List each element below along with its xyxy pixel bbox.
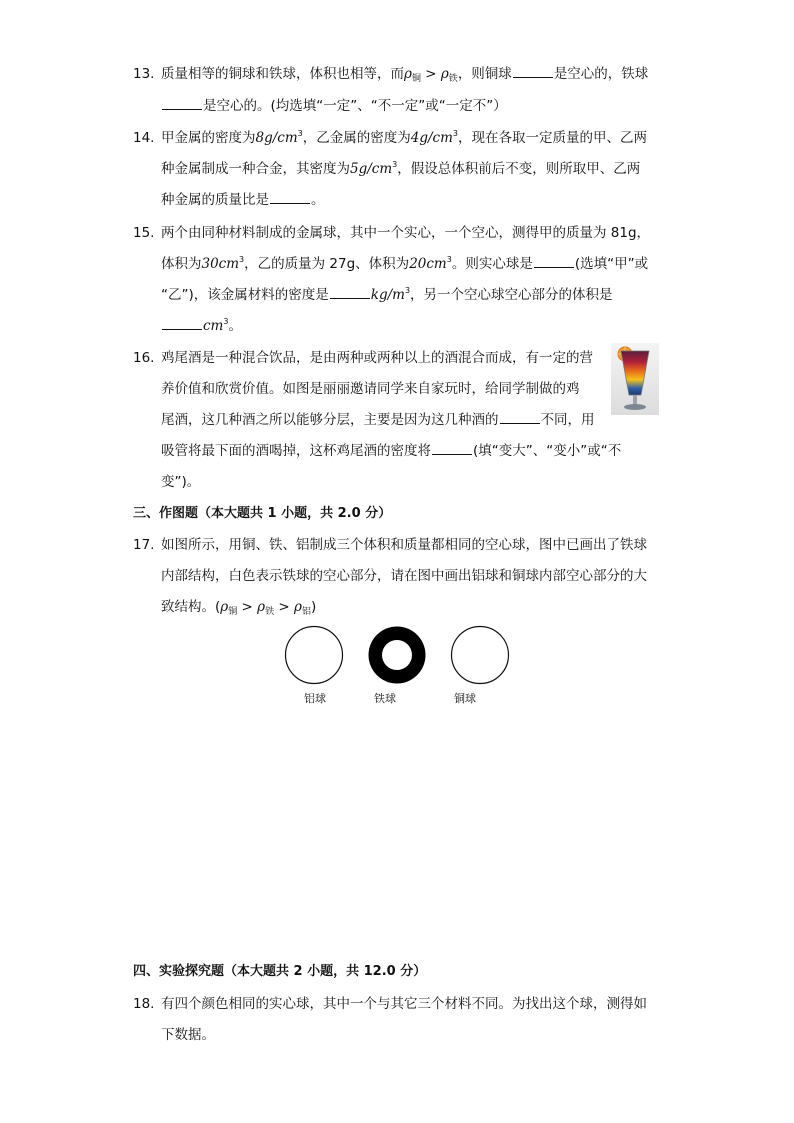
question-17-line-3: 致结构。$(\rho_铜 > \rho_铁 > \rho_铝)$ bbox=[161, 599, 317, 617]
three-balls-diagram bbox=[283, 624, 513, 686]
aluminum-ball[interactable] bbox=[286, 627, 343, 684]
copper-ball-label: 铜球 bbox=[454, 692, 476, 705]
question-number: 18. bbox=[133, 996, 155, 1012]
question-number: 15. bbox=[133, 225, 155, 241]
question-number: 13. bbox=[133, 66, 155, 82]
answer-blank[interactable] bbox=[162, 316, 202, 330]
question-14-line-1: 甲金属的密度为$8g/cm^3$，乙金属的密度为$4g/cm^3$，现在各取一定质量的甲、乙两 bbox=[161, 129, 647, 146]
section-4-heading: 四、实验探究题（本大题共 2 小题，共 12.0 分） bbox=[133, 964, 427, 979]
question-15-line-1: 两个由同种材料制成的金属球，其中一个实心，一个空心，测得甲的质量为 81g， bbox=[161, 225, 651, 241]
question-16-line-5: 变”)。 bbox=[161, 474, 201, 490]
question-13-line-1: 质量相等的铜球和铁球，体积也相等，而$\rho_铜 > \rho_铁$，则铜球 是空心的，铁球 bbox=[161, 66, 649, 84]
question-16-line-1: 鸡尾酒是一种混合饮品，是由两种或两种以上的酒混合而成，有一定的营 bbox=[161, 350, 593, 366]
answer-blank[interactable] bbox=[513, 64, 553, 78]
answer-blank[interactable] bbox=[270, 190, 310, 204]
question-number: 17. bbox=[133, 537, 155, 553]
glass-stem bbox=[633, 395, 637, 405]
question-18-line-1: 有四个颜色相同的实心球，其中一个与其它三个材料不同。为找出这个球，测得如 bbox=[161, 996, 647, 1012]
question-17-line-1: 如图所示，用铜、铁、铝制成三个体积和质量都相同的空心球，图中已画出了铁球 bbox=[161, 537, 647, 553]
answer-blank[interactable] bbox=[162, 96, 202, 110]
answer-blank[interactable] bbox=[432, 441, 472, 455]
question-15-line-4: $cm^3$。 bbox=[161, 316, 242, 336]
question-18-line-2: 下数据。 bbox=[161, 1027, 215, 1043]
section-3-heading: 三、作图题（本大题共 1 小题，共 2.0 分） bbox=[133, 506, 392, 521]
question-13-line-2: 是空心的。(均选填“一定”、“不一定”或“一定不”） bbox=[161, 96, 507, 116]
question-15-line-3: “乙”)，该金属材料的密度是 $kg/m^3$，另一个空心球空心部分的体积是 bbox=[161, 286, 613, 303]
answer-blank[interactable] bbox=[500, 410, 540, 424]
question-16-line-3: 尾酒，这几种酒之所以能够分层，主要是因为这几种酒的 不同，用 bbox=[161, 412, 595, 428]
question-14-line-2: 种金属制成一种合金，其密度为$5g/cm^3$，假设总体积前后不变，则所取甲、乙两 bbox=[161, 160, 641, 177]
question-17-line-2: 内部结构，白色表示铁球的空心部分，请在图中画出铝球和铜球内部空心部分的大 bbox=[161, 568, 647, 584]
glass-base bbox=[624, 404, 646, 410]
iron-ball-hollow bbox=[382, 640, 412, 670]
question-16-line-4: 吸管将最下面的酒喝掉，这杯鸡尾酒的密度将 (填“变大”、“变小”或“不 bbox=[161, 443, 622, 459]
aluminum-ball-label: 铝球 bbox=[304, 692, 326, 705]
question-15-line-2: 体积为$30cm^3$，乙的质量为 27g、体积为$20cm^3$。则实心球是 (选填“甲”或 bbox=[161, 255, 649, 272]
answer-blank[interactable] bbox=[330, 285, 370, 299]
answer-blank[interactable] bbox=[534, 254, 574, 268]
question-14-line-3: 种金属的质量比是 。 bbox=[161, 192, 325, 208]
copper-ball[interactable] bbox=[452, 627, 509, 684]
question-number: 14. bbox=[133, 130, 155, 146]
question-16-line-2: 养价值和欣赏价值。如图是丽丽邀请同学来自家玩时，给同学制做的鸡 bbox=[161, 381, 580, 397]
iron-ball-label: 铁球 bbox=[374, 692, 396, 705]
cocktail-glass-image bbox=[611, 343, 659, 415]
question-number: 16. bbox=[133, 350, 155, 366]
